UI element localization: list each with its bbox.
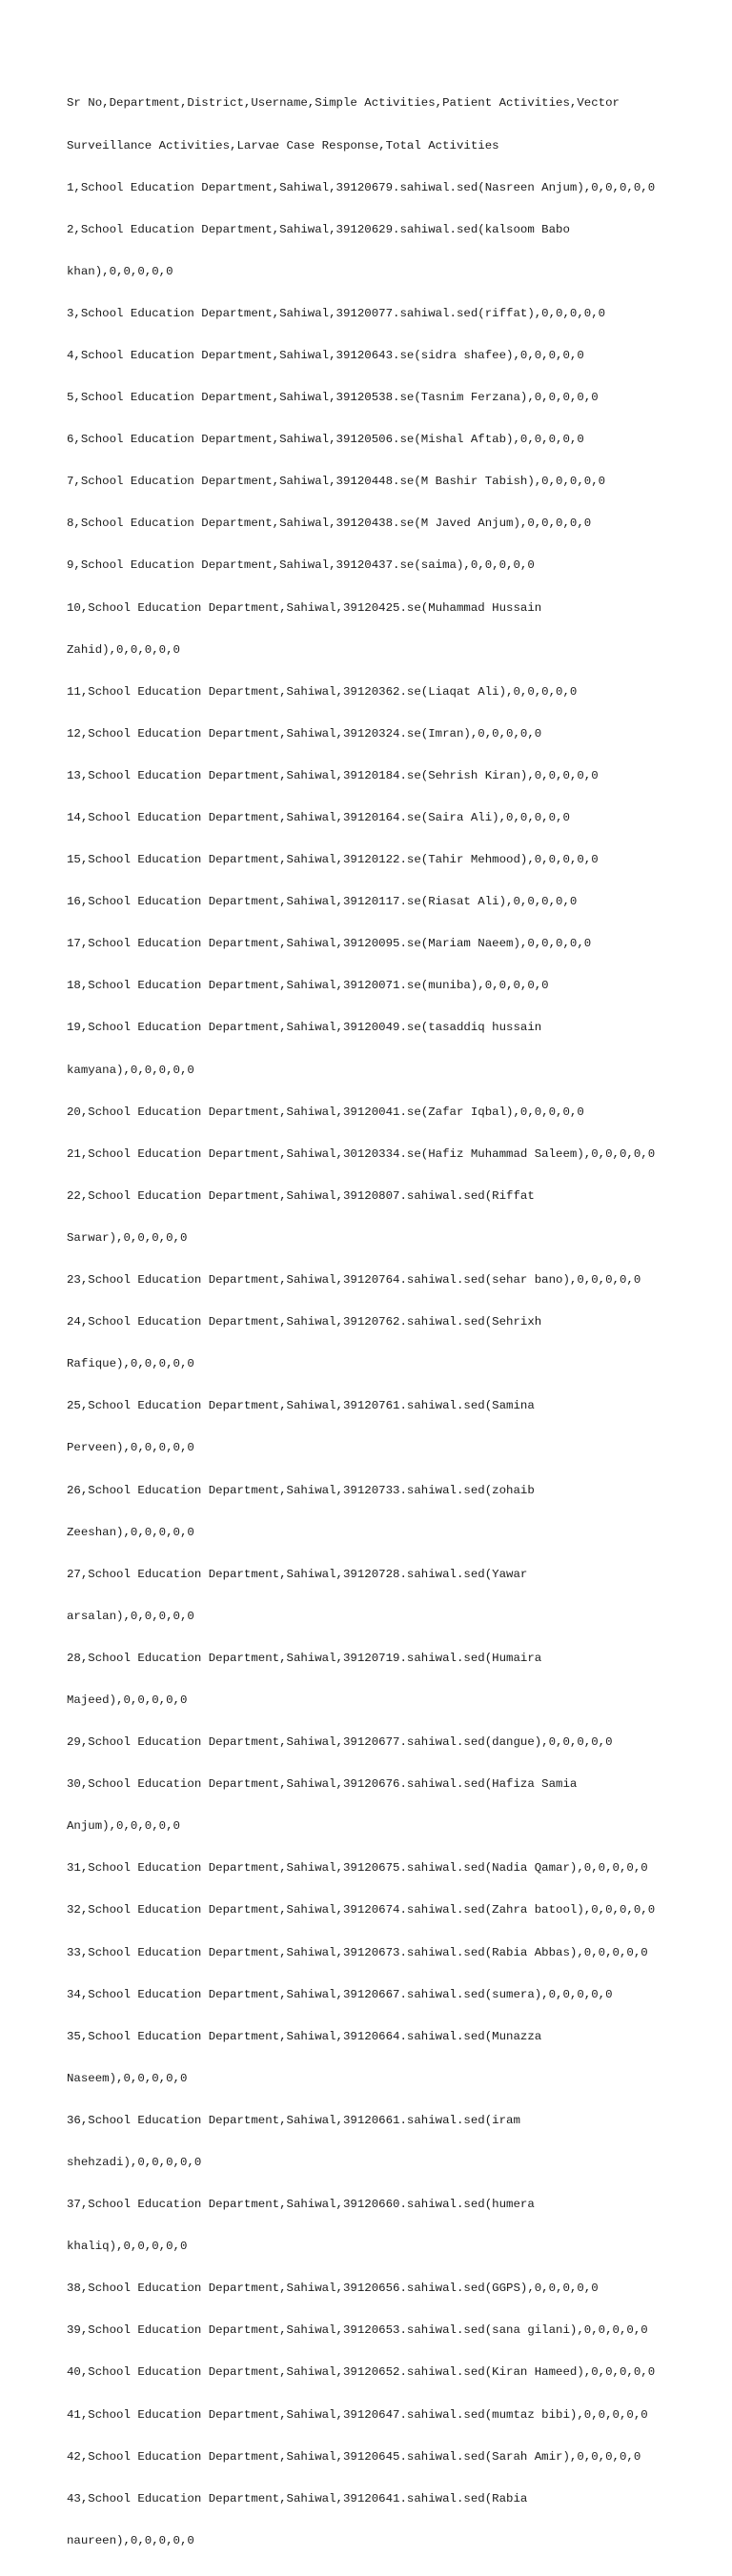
text-line: 17,School Education Department,Sahiwal,39120095.se(Mariam Naeem),0,0,0,0,0 [67,937,592,951]
text-line: 37,School Education Department,Sahiwal,39120660.sahiwal.sed(humera [67,2198,535,2212]
text-line: Sarwar),0,0,0,0,0 [67,1230,188,1245]
text-line: 27,School Education Department,Sahiwal,39120728.sahiwal.sed(Yawar [67,1567,528,1581]
text-line: naureen),0,0,0,0,0 [67,2533,194,2547]
text-line: 5,School Education Department,Sahiwal,39120538.se(Tasnim Ferzana),0,0,0,0,0 [67,391,599,405]
text-line: 28,School Education Department,Sahiwal,39120719.sahiwal.sed(Humaira [67,1651,542,1665]
text-line: 43,School Education Department,Sahiwal,39120641.sahiwal.sed(Rabia [67,2491,528,2505]
text-line: Zeeshan),0,0,0,0,0 [67,1525,194,1539]
text-line: 30,School Education Department,Sahiwal,39120676.sahiwal.sed(Hafiza Samia [67,1777,578,1792]
text-line: 9,School Education Department,Sahiwal,39120437.se(saima),0,0,0,0,0 [67,558,535,573]
text-line: Anjum),0,0,0,0,0 [67,1819,180,1834]
text-line: 2,School Education Department,Sahiwal,39120629.sahiwal.sed(kalsoom Babo [67,222,570,236]
text-line: 18,School Education Department,Sahiwal,39120071.se(muniba),0,0,0,0,0 [67,979,549,993]
text-line: Perveen),0,0,0,0,0 [67,1441,194,1455]
text-line: 35,School Education Department,Sahiwal,39120664.sahiwal.sed(Munazza [67,2029,542,2043]
text-line: 36,School Education Department,Sahiwal,39120661.sahiwal.sed(iram [67,2113,520,2127]
text-line: 38,School Education Department,Sahiwal,39120656.sahiwal.sed(GGPS),0,0,0,0,0 [67,2282,599,2296]
text-line: 14,School Education Department,Sahiwal,39120164.se(Saira Ali),0,0,0,0,0 [67,811,570,824]
text-line: 24,School Education Department,Sahiwal,39120762.sahiwal.sed(Sehrixh [67,1315,542,1329]
text-line: 4,School Education Department,Sahiwal,39120643.se(sidra shafee),0,0,0,0,0 [67,348,584,362]
text-line: 7,School Education Department,Sahiwal,39120448.se(M Bashir Tabish),0,0,0,0,0 [67,475,606,489]
header-line: Sr No,Department,District,Username,Simple Activities,Patient Activities,Vector [67,96,620,111]
text-line: 25,School Education Department,Sahiwal,39120761.sahiwal.sed(Samina [67,1399,535,1413]
text-line: 29,School Education Department,Sahiwal,39120677.sahiwal.sed(dangue),0,0,0,0,0 [67,1735,613,1750]
text-line: Zahid),0,0,0,0,0 [67,642,180,657]
text-line: arsalan),0,0,0,0,0 [67,1609,194,1623]
text-line: 10,School Education Department,Sahiwal,39120425.se(Muhammad Hussain [67,600,542,615]
text-line: 34,School Education Department,Sahiwal,39120667.sahiwal.sed(sumera),0,0,0,0,0 [67,1987,613,2001]
text-line: 39,School Education Department,Sahiwal,39120653.sahiwal.sed(sana gilani),0,0,0,0,0 [67,2323,648,2338]
text-line: 12,School Education Department,Sahiwal,39120324.se(Imran),0,0,0,0,0 [67,726,542,740]
text-line: khaliq),0,0,0,0,0 [67,2240,188,2254]
text-line: 40,School Education Department,Sahiwal,39120652.sahiwal.sed(Kiran Hameed),0,0,0,0,0 [67,2365,656,2380]
text-line: 11,School Education Department,Sahiwal,39120362.se(Liaqat Ali),0,0,0,0,0 [67,684,578,699]
text-line: 8,School Education Department,Sahiwal,39120438.se(M Javed Anjum),0,0,0,0,0 [67,517,592,531]
text-line: 26,School Education Department,Sahiwal,39120733.sahiwal.sed(zohaib [67,1483,535,1497]
text-line: 3,School Education Department,Sahiwal,39120077.sahiwal.sed(riffat),0,0,0,0,0 [67,306,606,320]
text-line: 23,School Education Department,Sahiwal,39120764.sahiwal.sed(sehar bano),0,0,0,0,0 [67,1273,641,1288]
text-line: 20,School Education Department,Sahiwal,39120041.se(Zafar Iqbal),0,0,0,0,0 [67,1105,584,1119]
text-line: 42,School Education Department,Sahiwal,39120645.sahiwal.sed(Sarah Amir),0,0,0,0,0 [67,2449,641,2464]
text-line: 16,School Education Department,Sahiwal,39120117.se(Riasat Ali),0,0,0,0,0 [67,895,578,909]
header-line: Surveillance Activities,Larvae Case Response,Total Activities [67,138,499,152]
text-line: kamyana),0,0,0,0,0 [67,1063,194,1077]
text-line: 15,School Education Department,Sahiwal,39120122.se(Tahir Mehmood),0,0,0,0,0 [67,853,599,867]
text-line: 1,School Education Department,Sahiwal,39120679.sahiwal.sed(Nasreen Anjum),0,0,0,0,0 [67,180,656,194]
text-line: Majeed),0,0,0,0,0 [67,1693,188,1707]
text-line: 13,School Education Department,Sahiwal,39120184.se(Sehrish Kiran),0,0,0,0,0 [67,768,599,782]
text-line: khan),0,0,0,0,0 [67,264,173,278]
text-line: Naseem),0,0,0,0,0 [67,2071,188,2085]
text-line: 31,School Education Department,Sahiwal,39120675.sahiwal.sed(Nadia Qamar),0,0,0,0,0 [67,1861,648,1876]
text-line: 21,School Education Department,Sahiwal,30120334.se(Hafiz Muhammad Saleem),0,0,0,0,0 [67,1146,656,1161]
text-line: Rafique),0,0,0,0,0 [67,1357,194,1371]
text-line: shehzadi),0,0,0,0,0 [67,2156,202,2169]
csv-text-block [67,69,677,2576]
text-line: 19,School Education Department,Sahiwal,39120049.se(tasaddiq hussain [67,1021,542,1035]
text-line: 41,School Education Department,Sahiwal,39120647.sahiwal.sed(mumtaz bibi),0,0,0,0,0 [67,2407,648,2422]
text-line: 22,School Education Department,Sahiwal,39120807.sahiwal.sed(Riffat [67,1188,535,1203]
text-line: 32,School Education Department,Sahiwal,39120674.sahiwal.sed(Zahra batool),0,0,0,0,0 [67,1903,656,1917]
text-line: 33,School Education Department,Sahiwal,39120673.sahiwal.sed(Rabia Abbas),0,0,0,0,0 [67,1945,648,1959]
text-line: 6,School Education Department,Sahiwal,39120506.se(Mishal Aftab),0,0,0,0,0 [67,433,584,447]
